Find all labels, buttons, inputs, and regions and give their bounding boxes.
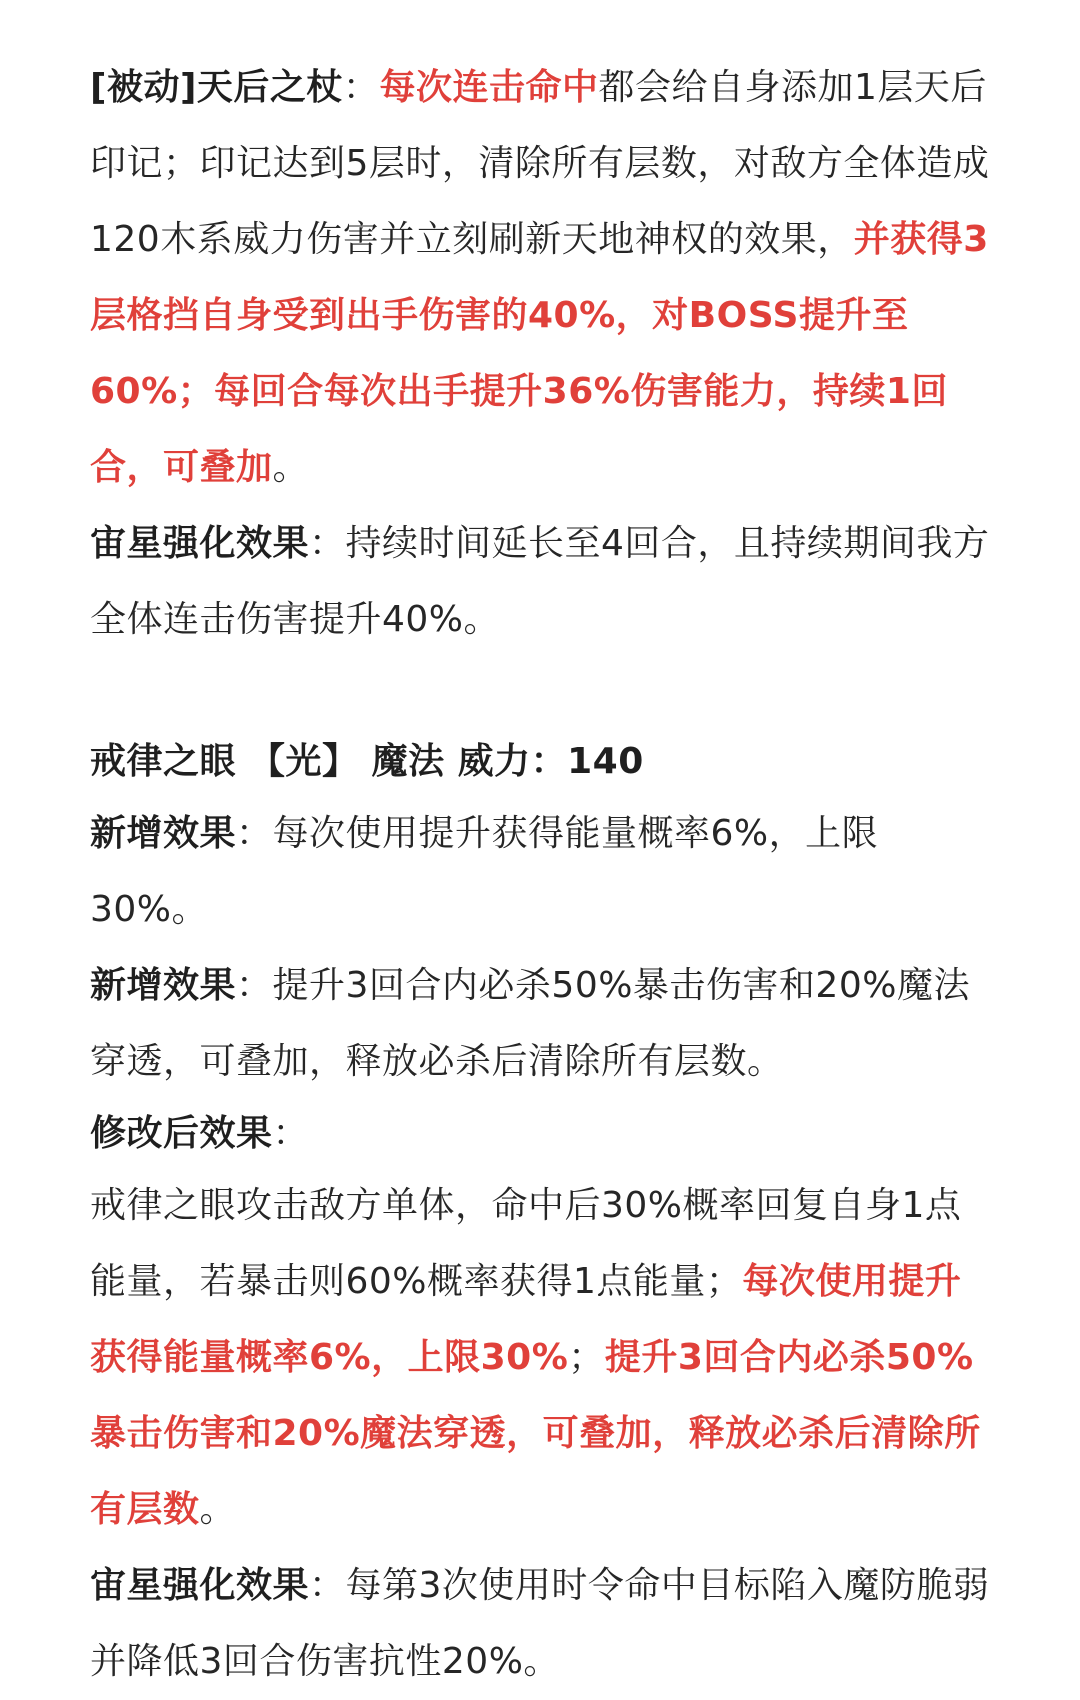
body-text: ：每次使用提升获得能量概率6%，上限30%。 (90, 813, 879, 930)
highlight-text: 每次使用提升获得能量概率6%，上限30% (90, 1261, 962, 1378)
semicolon: ； (568, 1337, 605, 1378)
new-effect-2 (90, 948, 990, 1100)
enhancement-label: 宙星强化效果 (90, 1565, 310, 1606)
cosmic-enhancement-1 (90, 506, 990, 658)
skill-name: [被动]天后之杖 (90, 67, 343, 108)
highlight-text: 并获得3层格挡自身受到出手伤害的40%，对BOSS提升至60%；每回合每次出手提升36%伤害能力，持续1回合，可叠加 (90, 219, 989, 488)
modified-effect-label-line (90, 1100, 990, 1168)
skill-title: 戒律之眼 【光】 魔法 威力：140 (90, 741, 644, 782)
body-text: 戒律之眼攻击敌方单体，命中后30%概率回复自身1点能量，若暴击则60%概率获得1点能量； (90, 1185, 962, 1302)
modified-effect-description (90, 1168, 990, 1548)
new-effect-1 (90, 796, 990, 948)
skill-header (90, 728, 990, 796)
passive-skill-description (90, 50, 990, 506)
period: 。 (272, 447, 310, 488)
modified-effect-label: 修改后效果 (90, 1113, 273, 1154)
colon: ： (342, 67, 380, 108)
enhancement-label: 宙星强化效果 (90, 523, 310, 564)
highlight-text: 提升3回合内必杀50%暴击伤害和20%魔法穿透，可叠加，释放必杀后清除所有层数 (90, 1337, 981, 1530)
body-text: 都会给自身添加1层天后印记；印记达到5层时，清除所有层数，对敌方全体造成120木系威力伤害并立刻刷新天地神权的效果， (90, 67, 990, 260)
cosmic-enhancement-2 (90, 1548, 990, 1700)
body-text: ：每第3次使用时令命中目标陷入魔防脆弱并降低3回合伤害抗性20%。 (90, 1565, 990, 1682)
period: 。 (199, 1489, 237, 1530)
new-effect-label: 新增效果 (90, 965, 237, 1006)
body-text: ：持续时间延长至4回合，且持续期间我方全体连击伤害提升40%。 (90, 523, 990, 640)
body-text: ：提升3回合内必杀50%暴击伤害和20%魔法穿透，可叠加，释放必杀后清除所有层数。 (90, 965, 970, 1082)
new-effect-label: 新增效果 (90, 813, 237, 854)
colon: ： (272, 1113, 310, 1154)
highlight-text: 每次连击命中 (379, 67, 599, 108)
